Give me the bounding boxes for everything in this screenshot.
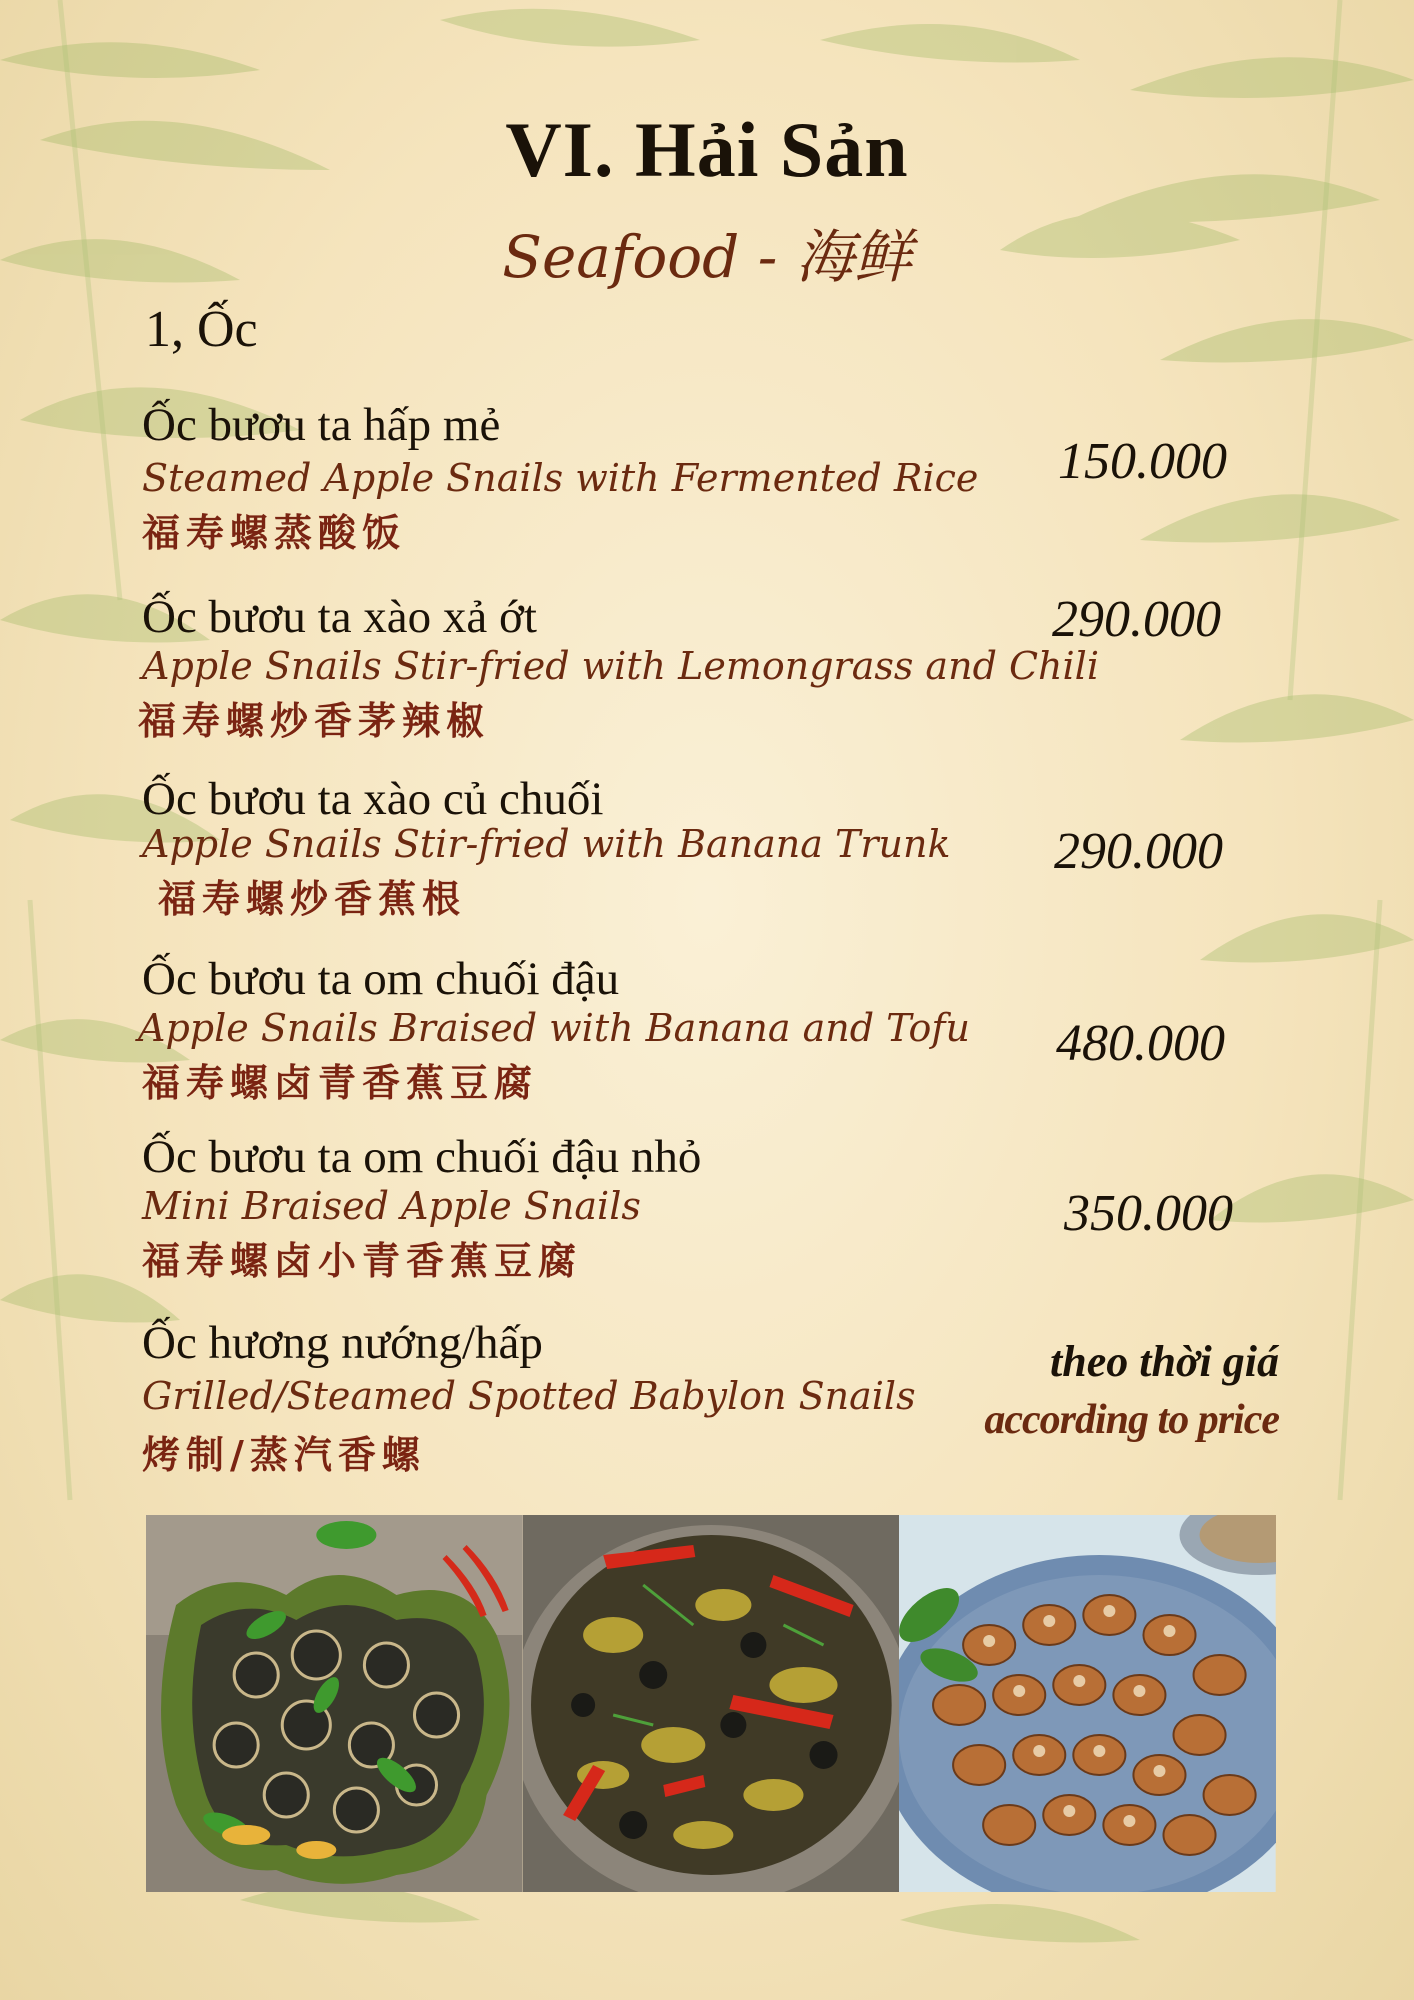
item-name-en: Grilled/Steamed Spotted Babylon Snails [142, 1374, 916, 1418]
item-price: 350.000 [1064, 1185, 1233, 1242]
item-name-zh: 福寿螺蒸酸饭 [142, 510, 407, 555]
page-title: VI. Hải Sản [505, 106, 909, 193]
snails-with-leaves-photo [146, 1515, 523, 1892]
item-price-seasonal-vn: theo thời giá [1050, 1337, 1279, 1386]
item-price: 480.000 [1056, 1015, 1225, 1072]
item-name-vn: Ốc bươu ta om chuối đậu [142, 953, 620, 1005]
item-name-en: Apple Snails Stir-fried with Banana Trunk [142, 822, 951, 866]
item-name-vn: Ốc bươu ta xào củ chuối [142, 773, 604, 825]
item-name-en: Apple Snails Braised with Banana and Tofu [138, 1006, 970, 1050]
item-name-vn: Ốc bươu ta om chuối đậu nhỏ [142, 1131, 702, 1183]
item-name-en: Steamed Apple Snails with Fermented Rice [142, 456, 979, 500]
item-name-zh: 福寿螺炒香蕉根 [158, 876, 467, 921]
section-heading: 1, Ốc [145, 301, 258, 358]
stir-fried-snails-photo [523, 1515, 900, 1892]
item-name-en: Mini Braised Apple Snails [142, 1184, 641, 1228]
item-name-zh: 福寿螺炒香茅辣椒 [138, 698, 491, 743]
item-price-seasonal-en: according to price [984, 1397, 1279, 1443]
item-name-vn: Ốc hương nướng/hấp [142, 1317, 543, 1369]
item-name-en: Apple Snails Stir-fried with Lemongrass and Chili [142, 644, 1099, 688]
item-name-zh: 福寿螺卤小青香蕉豆腐 [142, 1238, 583, 1283]
item-price: 290.000 [1054, 823, 1223, 880]
item-name-zh: 烤制/蒸汽香螺 [142, 1432, 426, 1477]
item-name-vn: Ốc bươu ta xào xả ớt [142, 591, 537, 643]
item-name-vn: Ốc bươu ta hấp mẻ [142, 399, 501, 451]
item-price: 290.000 [1052, 591, 1221, 648]
spotted-babylon-snails-photo [899, 1515, 1276, 1892]
item-name-zh: 福寿螺卤青香蕉豆腐 [142, 1060, 539, 1105]
dish-photos-strip [146, 1515, 1276, 1892]
item-price: 150.000 [1058, 433, 1227, 490]
page-subtitle: Seafood - 海鲜 [502, 223, 912, 291]
